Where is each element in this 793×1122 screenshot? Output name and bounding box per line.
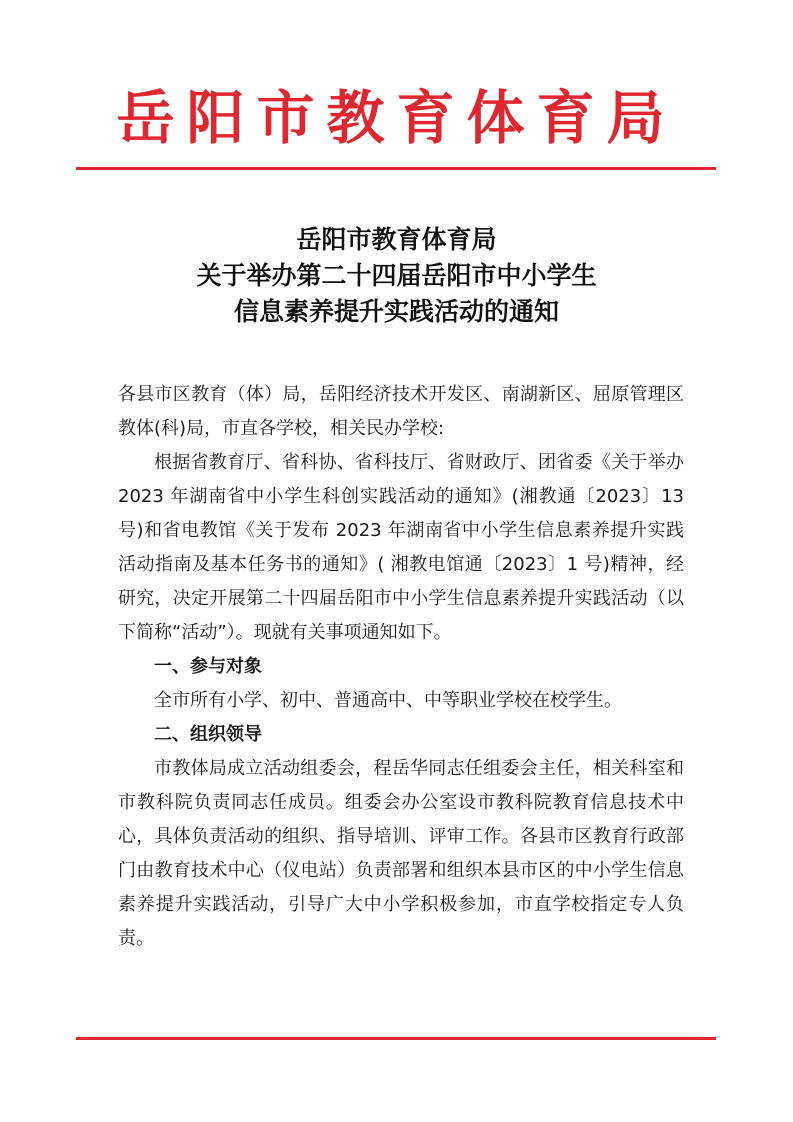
section-1-heading: 一、参与对象: [154, 656, 262, 677]
footer-red-rule: [76, 1037, 716, 1040]
title-line-3: 信息素养提升实践活动的通知: [233, 297, 559, 326]
section-2-text: 市教体局成立活动组委会，程岳华同志任组委会主任，相关科室和市教科院负责同志任成员。组委会办公室设市教科院教育信息技术中心，具体负责活动的组织、指导培训、评审工作。各县市区教育行政部门由教育技术中心（仪电站）负责部署和组织本县市区的中小学生信息素养提升实践活动，引导广大中小学积极参加，市直学校指定专人负责。: [118, 758, 684, 949]
masthead-red-rule: [76, 167, 716, 170]
document-title: [0, 222, 793, 330]
title-line-2: 关于举办第二十四届岳阳市中小学生: [196, 261, 597, 290]
salutation: 各县市区教育（体）局，岳阳经济技术开发区、南湖新区、屈原管理区教体(科)局，市直各学校，相关民办学校:: [118, 384, 684, 439]
section-2-heading: 二、组织领导: [154, 724, 262, 745]
title-line-1: 岳阳市教育体育局: [296, 225, 497, 254]
document-body: [118, 378, 684, 956]
masthead-org-name: 岳阳市教育体育局: [116, 84, 677, 152]
intro-paragraph: 根据省教育厅、省科协、省科技厅、省财政厅、团省委《关于举办 2023 年湖南省中小学生科创实践活动的通知》(湘教通〔2023〕13 号)和省电教馆《关于发布 2023 年湖南省中小学生信息素养提升实践活动指南及基本任务书的通知》( 湘教电馆通〔2023〕1 号)精神，经研究，决定开展第二十四届岳阳市中小学生信息素养提升实践活动（以下简称“活动”）。现就有关事项通知如下。: [118, 452, 684, 643]
section-1-text: 全市所有小学、初中、普通高中、中等职业学校在校学生。: [154, 690, 622, 711]
